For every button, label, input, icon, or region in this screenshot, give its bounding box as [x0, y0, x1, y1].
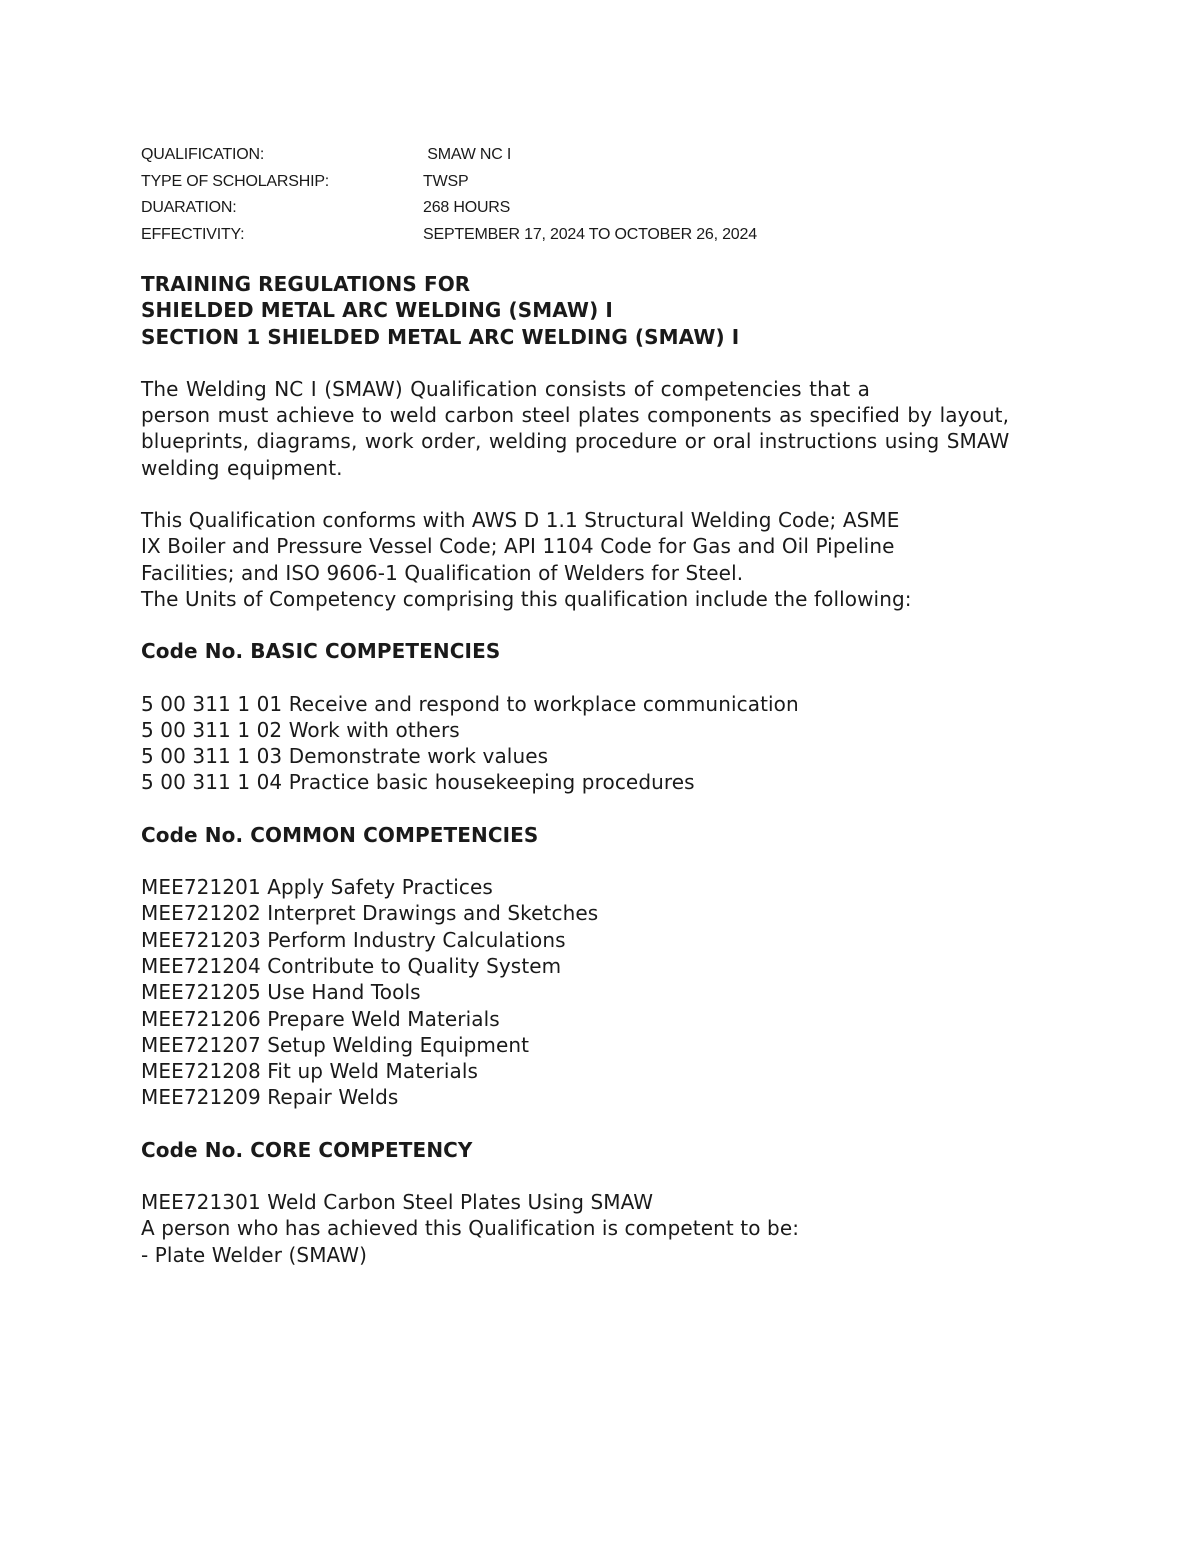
qualification-info: [141, 142, 1061, 248]
meta-label: EFFECTIVITY:: [141, 225, 245, 243]
list-item: MEE721203 Perform Industry Calculations: [141, 927, 566, 952]
paragraph-line: The Welding NC I (SMAW) Qualification consists of competencies that a: [141, 376, 870, 401]
core-competency-heading: Code No. CORE COMPETENCY: [141, 1137, 473, 1162]
list-item: MEE721208 Fit up Weld Materials: [141, 1059, 479, 1084]
paragraph-line: IX Boiler and Pressure Vessel Code; API 1104 Code for Gas and Oil Pipeline: [141, 534, 895, 559]
list-item: MEE721202 Interpret Drawings and Sketches: [141, 901, 599, 926]
meta-row-qualification: [141, 142, 1061, 169]
title-line: TRAINING REGULATIONS FOR: [141, 272, 471, 296]
common-competencies-heading: Code No. COMMON COMPETENCIES: [141, 822, 539, 847]
document-title: [141, 271, 1061, 350]
title-line: SECTION 1 SHIELDED METAL ARC WELDING (SMAW) I: [141, 324, 740, 349]
list-item: - Plate Welder (SMAW): [141, 1242, 368, 1267]
list-item: MEE721201 Apply Safety Practices: [141, 875, 493, 900]
paragraph-line: blueprints, diagrams, work order, welding procedure or oral instructions using SMAW: [141, 429, 1010, 454]
meta-value: SEPTEMBER 17, 2024 TO OCTOBER 26, 2024: [423, 225, 757, 243]
paragraph-line: This Qualification conforms with AWS D 1.1 Structural Welding Code; ASME: [141, 508, 900, 533]
common-competencies-list: [141, 874, 1061, 1111]
meta-label: QUALIFICATION:: [141, 146, 265, 163]
list-item: 5 00 311 1 03 Demonstrate work values: [141, 744, 549, 769]
meta-row-duration: [141, 195, 1061, 222]
meta-value: TWSP: [423, 172, 469, 190]
basic-competencies-heading: Code No. BASIC COMPETENCIES: [141, 639, 501, 664]
list-item: MEE721204 Contribute to Quality System: [141, 953, 562, 978]
basic-competencies-list: [141, 691, 1061, 796]
list-item: MEE721206 Prepare Weld Materials: [141, 1006, 500, 1031]
paragraph-line: welding equipment.: [141, 455, 343, 480]
list-item: 5 00 311 1 01 Receive and respond to workplace communication: [141, 691, 799, 716]
list-item: A person who has achieved this Qualification is competent to be:: [141, 1216, 800, 1241]
paragraph-line: Facilities; and ISO 9606-1 Qualification of Welders for Steel.: [141, 560, 744, 585]
intro-paragraph: [141, 376, 1061, 481]
meta-value: 268 HOURS: [423, 199, 511, 216]
list-item: MEE721207 Setup Welding Equipment: [141, 1032, 530, 1057]
conformity-paragraph: [141, 507, 1061, 612]
list-item: MEE721301 Weld Carbon Steel Plates Using SMAW: [141, 1190, 654, 1215]
title-line: SHIELDED METAL ARC WELDING (SMAW) I: [141, 298, 613, 323]
meta-label: TYPE OF SCHOLARSHIP:: [141, 172, 330, 190]
list-item: 5 00 311 1 02 Work with others: [141, 717, 460, 742]
meta-row-effectivity: [141, 222, 1061, 249]
meta-label: DUARATION:: [141, 199, 237, 216]
list-item: MEE721205 Use Hand Tools: [141, 980, 421, 1005]
meta-row-scholarship: [141, 169, 1061, 196]
meta-value: SMAW NC I: [423, 146, 512, 163]
paragraph-line: The Units of Competency comprising this qualification include the following:: [141, 586, 912, 611]
list-item: MEE721209 Repair Welds: [141, 1085, 399, 1110]
paragraph-line: person must achieve to weld carbon steel plates components as specified by layout,: [141, 403, 1010, 428]
document-page: [141, 142, 1061, 1268]
core-competency-list: [141, 1189, 1061, 1268]
list-item: 5 00 311 1 04 Practice basic housekeeping procedures: [141, 770, 695, 795]
